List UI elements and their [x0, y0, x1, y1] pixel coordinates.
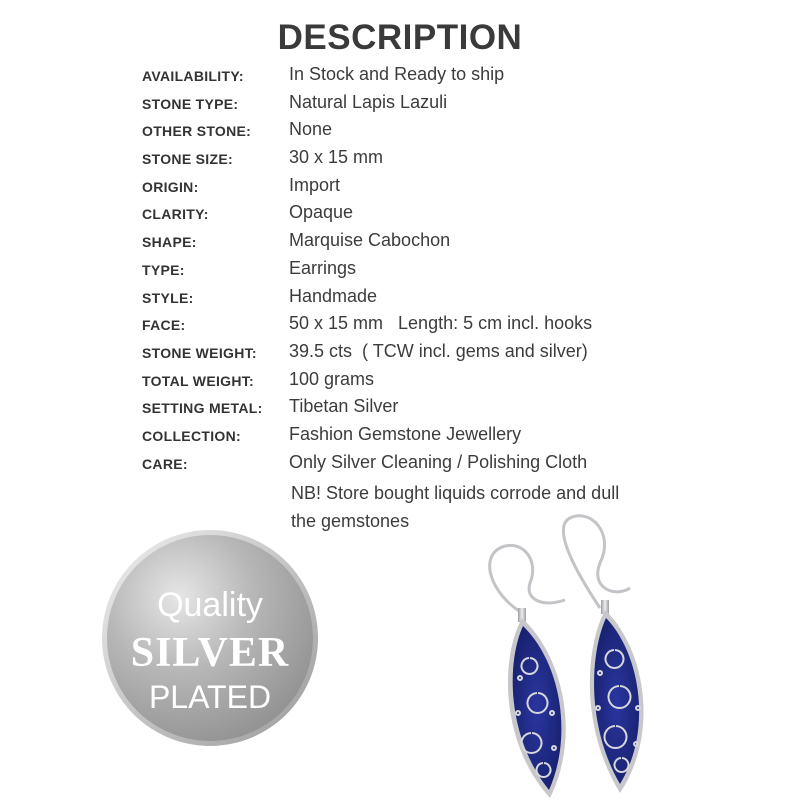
spec-value: 50 x 15 mm Length: 5 cm incl. hooks	[289, 313, 593, 334]
spec-row-clarity	[142, 200, 782, 228]
spec-row-availability	[142, 62, 782, 90]
spec-value: Earrings	[289, 257, 357, 278]
spec-row-stone-type	[142, 90, 782, 118]
spec-list	[142, 62, 782, 477]
spec-row-stone-size	[142, 145, 782, 173]
right-earring	[590, 600, 644, 793]
spec-label: CARE:	[142, 455, 188, 472]
badge-silver-text: SILVER	[130, 630, 290, 676]
spec-row-origin	[142, 173, 782, 201]
spec-label: TOTAL WEIGHT:	[142, 372, 255, 389]
spec-label: SHAPE:	[142, 234, 197, 251]
spec-value: Opaque	[289, 202, 354, 223]
care-note-line-2: the gemstones	[291, 511, 410, 531]
spec-label: TYPE:	[142, 261, 185, 278]
spec-label: FACE:	[142, 317, 186, 334]
care-note-line-1: NB! Store bought liquids corrode and dull	[291, 483, 620, 503]
spec-value: Only Silver Cleaning / Polishing Cloth	[289, 451, 588, 472]
spec-label: STONE WEIGHT:	[142, 344, 257, 361]
spec-label: STONE TYPE:	[142, 95, 239, 112]
spec-row-shape	[142, 228, 782, 256]
badge-quality-text: Quality	[157, 586, 263, 624]
spec-value: Fashion Gemstone Jewellery	[289, 423, 522, 444]
spec-row-stone-weight	[142, 339, 782, 367]
spec-value: Import	[289, 174, 341, 195]
spec-row-total-weight	[142, 367, 782, 395]
spec-value: 39.5 cts ( TCW incl. gems and silver)	[289, 340, 588, 361]
spec-label: OTHER STONE:	[142, 123, 252, 140]
spec-value: Tibetan Silver	[289, 396, 399, 417]
badge-plated-text: PLATED	[148, 679, 272, 715]
lapis-lazuli-earrings-image	[470, 508, 670, 798]
left-hook	[490, 545, 565, 613]
spec-label: CLARITY:	[142, 206, 209, 223]
spec-label: ORIGIN:	[142, 178, 199, 195]
quality-silver-plated-badge	[100, 528, 320, 748]
spec-value: 100 grams	[289, 368, 375, 389]
spec-row-other-stone	[142, 117, 782, 145]
spec-value: None	[289, 119, 333, 140]
spec-row-setting-metal	[142, 394, 782, 422]
spec-value: In Stock and Ready to ship	[289, 64, 505, 84]
spec-row-collection	[142, 422, 782, 450]
spec-label: SETTING METAL:	[142, 400, 263, 417]
spec-label: COLLECTION:	[142, 427, 241, 444]
spec-label: STONE SIZE:	[142, 151, 233, 168]
page-title: DESCRIPTION	[277, 18, 523, 57]
spec-value: Natural Lapis Lazuli	[289, 91, 448, 112]
spec-value: Marquise Cabochon	[289, 230, 451, 251]
spec-value: 30 x 15 mm	[289, 147, 384, 168]
spec-row-style	[142, 284, 782, 312]
spec-label: STYLE:	[142, 289, 194, 306]
spec-row-face	[142, 311, 782, 339]
spec-label: AVAILABILITY:	[142, 68, 244, 84]
right-hook	[563, 516, 630, 608]
spec-row-care	[142, 450, 782, 478]
spec-value: Handmade	[289, 285, 378, 306]
spec-row-type	[142, 256, 782, 284]
left-earring	[508, 608, 566, 798]
